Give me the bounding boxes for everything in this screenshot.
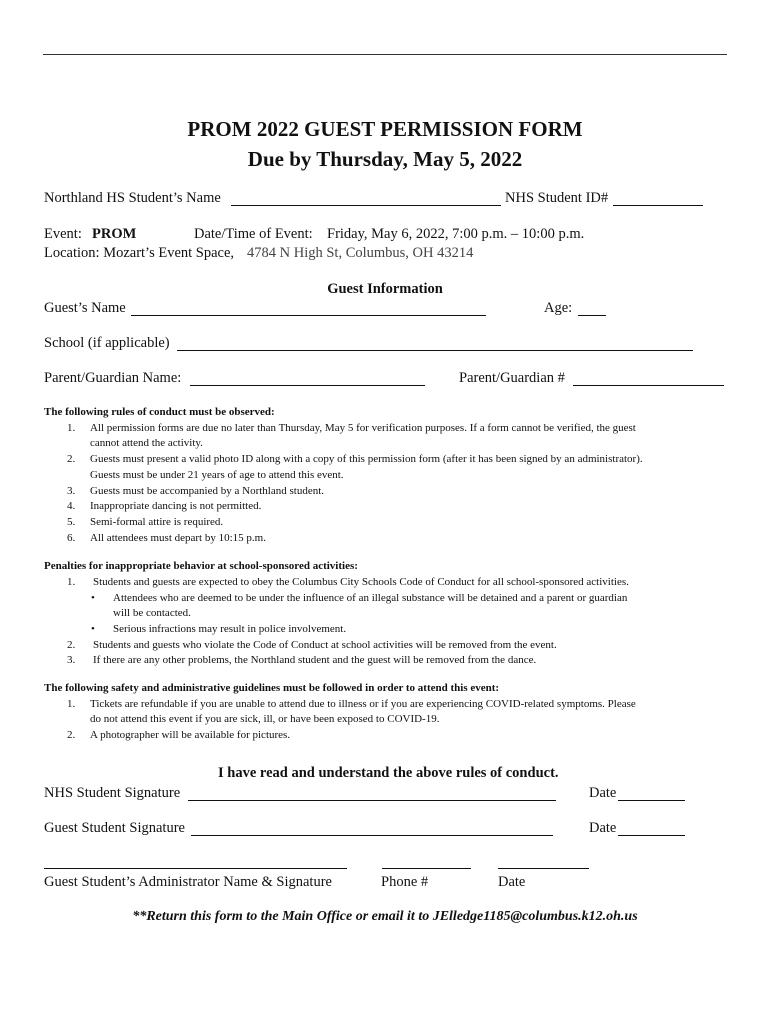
acknowledgement: I have read and understand the above rules of conduct. — [218, 765, 559, 781]
penalty-text: Students and guests who violate the Code of Conduct at school activities will be removed from the event. — [93, 639, 557, 651]
rule-text: Inappropriate dancing is not permitted. — [90, 500, 262, 512]
school-field[interactable] — [177, 350, 693, 351]
admin-signature-field[interactable] — [44, 868, 347, 869]
rule-text: Semi-formal attire is required. — [90, 516, 224, 528]
nhs-date-field[interactable] — [618, 800, 685, 801]
admin-label: Guest Student’s Administrator Name & Signature — [44, 874, 332, 890]
admin-date-field[interactable] — [498, 868, 589, 869]
parent-name-label: Parent/Guardian Name: — [44, 370, 182, 386]
rule-number: 2. — [67, 453, 76, 465]
location-value: 4784 N High St, Columbus, OH 43214 — [247, 245, 474, 261]
safety-text: do not attend this event if you are sick, ill, or have been exposed to COVID-19. — [90, 713, 440, 725]
rules-heading: The following rules of conduct must be observed: — [44, 406, 275, 418]
rule-text: Guests must be under 21 years of age to attend this event. — [90, 469, 344, 481]
guest-signature-label: Guest Student Signature — [44, 820, 185, 836]
form-subtitle: Due by Thursday, May 5, 2022 — [247, 147, 523, 171]
rule-text: Guests must be accompanied by a Northland student. — [90, 485, 325, 497]
safety-heading: The following safety and administrative guidelines must be followed in order to attend this event: — [44, 682, 500, 694]
event-value: PROM — [92, 226, 137, 242]
event-label: Event: — [44, 226, 82, 242]
rule-number: 4. — [67, 500, 76, 512]
safety-number: 2. — [67, 729, 76, 741]
datetime-value: Friday, May 6, 2022, 7:00 p.m. – 10:00 p.m. — [327, 226, 585, 242]
nhs-signature-label: NHS Student Signature — [44, 785, 181, 801]
school-label: School (if applicable) — [44, 335, 170, 351]
datetime-label: Date/Time of Event: — [194, 226, 313, 242]
guest-info-heading: Guest Information — [327, 281, 443, 297]
top-rule — [43, 54, 727, 55]
rule-number: 1. — [67, 422, 76, 434]
rule-text: cannot attend the activity. — [90, 437, 203, 449]
penalty-number: 3. — [67, 654, 76, 666]
rule-text: All attendees must depart by 10:15 p.m. — [90, 532, 266, 544]
date-label: Date — [589, 785, 617, 801]
form-title: PROM 2022 GUEST PERMISSION FORM — [187, 117, 583, 141]
bullet-icon: • — [91, 592, 95, 604]
age-label: Age: — [544, 300, 573, 316]
phone-label: Phone # — [381, 874, 429, 890]
student-id-label: NHS Student ID# — [505, 190, 609, 206]
nhs-signature-field[interactable] — [188, 800, 556, 801]
rule-number: 3. — [67, 485, 76, 497]
penalties-heading: Penalties for inappropriate behavior at school-sponsored activities: — [44, 560, 358, 572]
penalty-bullet-text: Serious infractions may result in police involvement. — [113, 623, 347, 635]
guest-name-label: Guest’s Name — [44, 300, 126, 316]
rule-text: All permission forms are due no later than Thursday, May 5 for verification purposes. If a form cannot be verified, the guest — [90, 422, 636, 434]
student-name-field[interactable] — [231, 205, 501, 206]
date-label: Date — [589, 820, 617, 836]
penalty-number: 2. — [67, 639, 76, 651]
guest-name-field[interactable] — [131, 315, 486, 316]
penalty-bullet-text: Attendees who are deemed to be under the influence of an illegal substance will be detained and a parent or guardian — [113, 592, 628, 604]
age-field[interactable] — [578, 315, 606, 316]
safety-text: A photographer will be available for pictures. — [90, 729, 291, 741]
safety-text: Tickets are refundable if you are unable to attend due to illness or if you are experiencing COVID-related symptoms. Please — [90, 698, 636, 710]
parent-phone-label: Parent/Guardian # — [459, 370, 565, 386]
parent-phone-field[interactable] — [573, 385, 724, 386]
guest-date-field[interactable] — [618, 835, 685, 836]
guest-signature-field[interactable] — [191, 835, 553, 836]
penalty-number: 1. — [67, 576, 76, 588]
rule-number: 5. — [67, 516, 76, 528]
location-label: Location: Mozart’s Event Space, — [44, 245, 235, 261]
return-instructions: **Return this form to the Main Office or email it to JElledge1185@columbus.k12.oh.us — [132, 909, 638, 924]
rule-number: 6. — [67, 532, 76, 544]
admin-phone-field[interactable] — [382, 868, 471, 869]
student-id-field[interactable] — [613, 205, 703, 206]
student-name-label: Northland HS Student’s Name — [44, 190, 221, 206]
safety-number: 1. — [67, 698, 76, 710]
parent-name-field[interactable] — [190, 385, 425, 386]
bullet-icon: • — [91, 623, 95, 635]
penalty-bullet-text: will be contacted. — [113, 607, 191, 619]
date-label: Date — [498, 874, 526, 890]
penalty-text: Students and guests are expected to obey the Columbus City Schools Code of Conduct for all school-sponsored activities. — [93, 576, 629, 588]
penalty-text: If there are any other problems, the Northland student and the guest will be removed from the dance. — [93, 654, 537, 666]
rule-text: Guests must present a valid photo ID along with a copy of this permission form (after it has been signed by an administrator). — [90, 453, 643, 465]
